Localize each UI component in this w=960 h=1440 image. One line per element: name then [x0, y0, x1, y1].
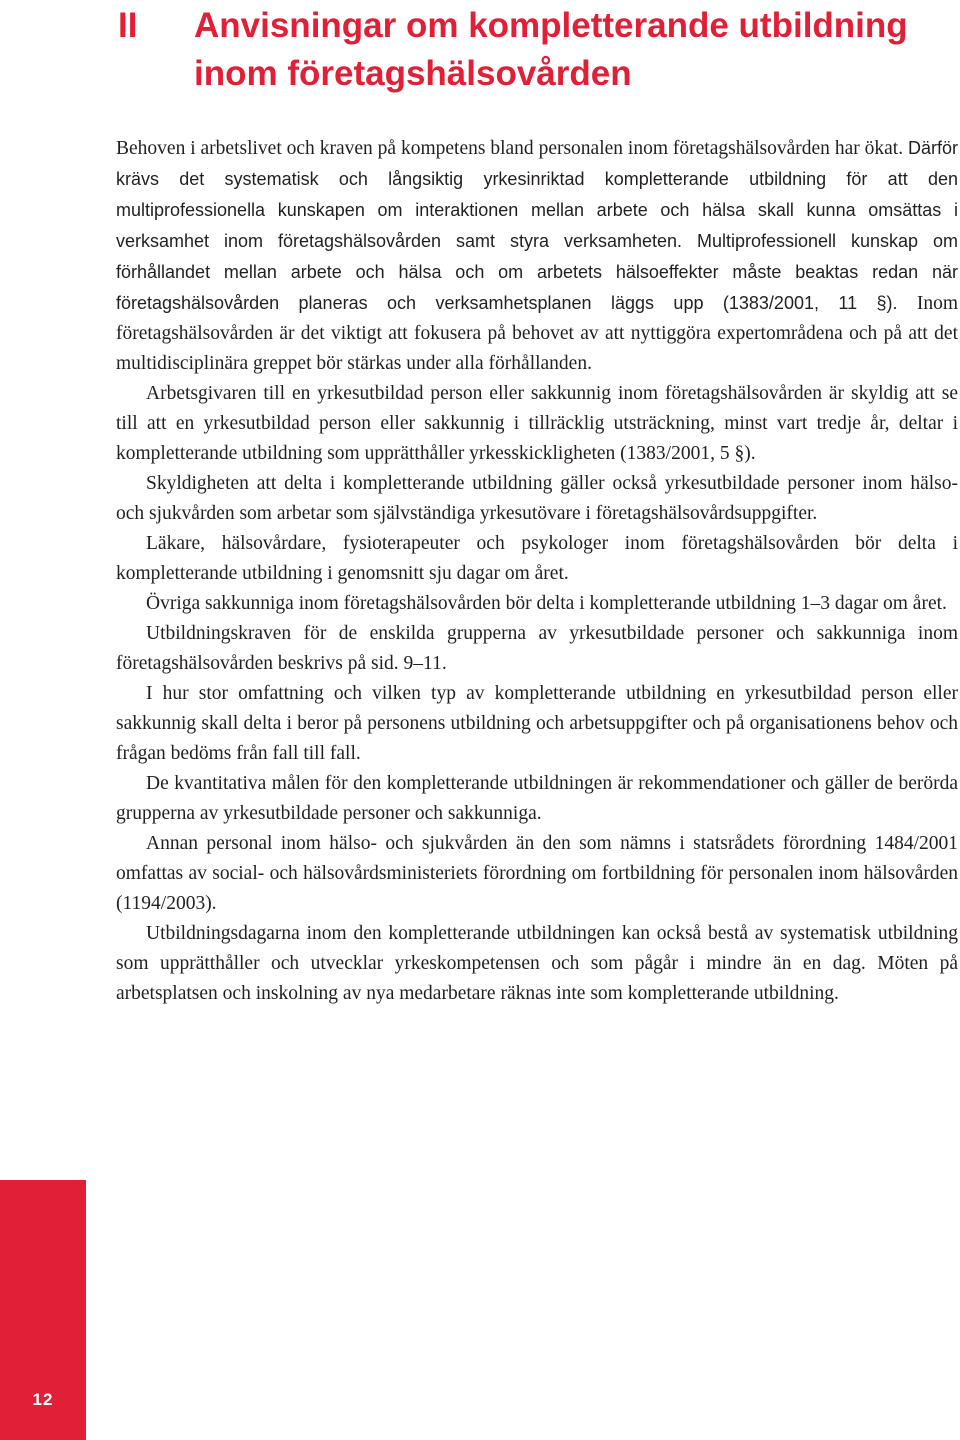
page-number: 12: [32, 1390, 54, 1409]
paragraph: [116, 919, 958, 1009]
paragraph-text: De kvantitativa målen för den kompletterande utbildningen är rekommendationer och gäller de berörda grupperna av yrkesutbildade personer och sakkunniga.: [116, 773, 958, 824]
paragraph: [116, 469, 958, 529]
paragraph-text: I hur stor omfattning och vilken typ av kompletterande utbildning en yrkesutbildad person eller sakkunnig skall delta i beror på personens utbildning och arbetsuppgifter och på organisationens behov och frågan bedöms från fall till fall.: [116, 683, 958, 764]
paragraph: [116, 769, 958, 829]
paragraph-text: Inom företagshälsovården är det viktigt att fokusera på behovet av att nyttiggöra expertområdena och på att det multidisciplinära greppet bör stärkas under alla förhållanden.: [116, 293, 958, 374]
paragraph: [116, 619, 958, 679]
paragraph: [116, 133, 958, 379]
paragraph-text: Skyldigheten att delta i kompletterande utbildning gäller också yrkesutbildade personer inom hälso- och sjukvården som arbetar som självständiga yrkesutövare i företagshälsovårdsuppgifter.: [116, 473, 958, 524]
paragraph: [116, 679, 958, 769]
page-side-bar: [0, 1180, 86, 1440]
paragraph-text: Utbildningskraven för de enskilda grupperna av yrkesutbildade personer och sakkunniga inom företagshälsovården beskrivs på sid. 9–11.: [116, 623, 958, 674]
chapter-number: II: [118, 6, 138, 45]
body-text: [116, 133, 958, 1009]
chapter-title: Anvisningar om kompletterande utbildning inom företagshälsovården: [194, 6, 908, 93]
paragraph-text: Utbildningsdagarna inom den kompletterande utbildningen kan också bestå av systematisk utbildning som upprätthåller och utvecklar yrkeskompetensen och som pågår i mindre än en dag. Möten på arbetsplatsen och inskolning av nya medarbetare räknas inte som kompletterande utbildning.: [116, 923, 958, 1004]
paragraph: [116, 829, 958, 919]
paragraph-text: Övriga sakkunniga inom företagshälsovården bör delta i kompletterande utbildning 1–3 dagar om året.: [146, 593, 947, 614]
paragraph: [116, 589, 958, 619]
chapter-heading: [118, 2, 958, 98]
paragraph-text: Annan personal inom hälso- och sjukvården än den som nämns i statsrådets förordning 1484/2001 omfattas av social- och hälsovårdsministeriets förordning om fortbildning för personalen inom hälsovården (1194/2003).: [116, 833, 958, 914]
paragraph: [116, 379, 958, 469]
paragraph: [116, 529, 958, 589]
paragraph-text: Behoven i arbetslivet och kraven på kompetens bland personalen inom företagshälsovården har ökat.: [116, 138, 908, 159]
paragraph-text: Läkare, hälsovårdare, fysioterapeuter och psykologer inom företagshälsovården bör delta i kompletterande utbildning i genomsnitt sju dagar om året.: [116, 533, 958, 584]
paragraph-text: Därför krävs det systematisk och långsiktig yrkesinriktad kompletterande utbildning för att den multiprofessionella kunskapen om interaktionen mellan arbete och hälsa skall kunna omsättas i verksamhet inom företagshälsovården samt styra verksamheten. Multiprofessionell kunskap om förhållandet mellan arbete och hälsa och om arbetets hälsoeffekter måste beaktas redan när företagshälsovården planeras och verksamhetsplanen läggs upp (1383/2001, 11 §).: [116, 138, 958, 313]
paragraph-text: Arbetsgivaren till en yrkesutbildad person eller sakkunnig inom företagshälsovården är skyldig att se till att en yrkesutbildad person eller sakkunnig i tillräcklig utsträckning, minst vart tredje år, deltar i kompletterande utbildning som upprätthåller yrkesskickligheten (1383/2001, 5 §).: [116, 383, 958, 464]
